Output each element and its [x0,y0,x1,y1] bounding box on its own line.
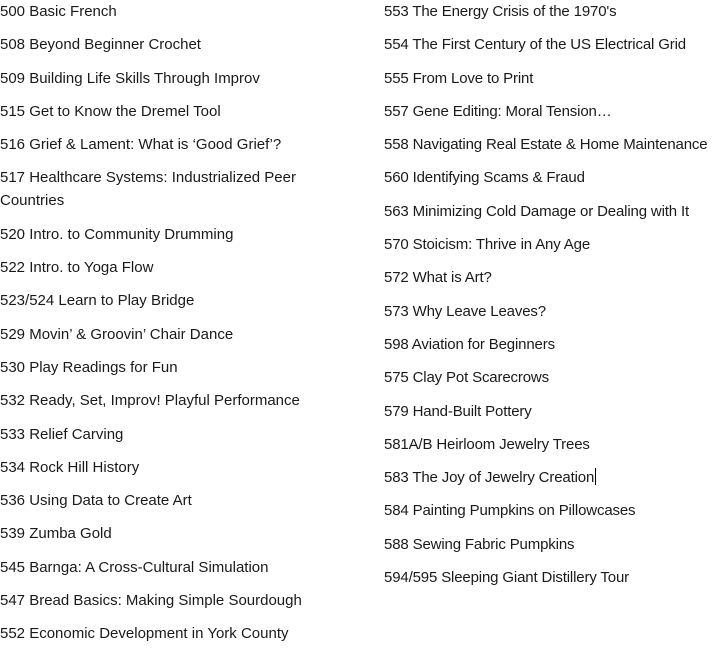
course-item: 522 Intro. to Yoga Flow [0,259,154,277]
course-item: 584 Painting Pumpkins on Pillowcases [384,502,636,520]
course-item: 520 Intro. to Community Drumming [0,225,234,243]
course-item: 560 Identifying Scams & Fraud [384,169,585,187]
course-item: 516 Grief & Lament: What is ‘Good Grief’? [0,136,282,154]
course-item: 545 Barnga: A Cross-Cultural Simulation [0,558,269,576]
course-list-right-column [384,0,726,599]
course-item: 555 From Love to Print [384,69,534,87]
course-item: 536 Using Data to Create Art [0,492,192,510]
course-item: 588 Sewing Fabric Pumpkins [384,535,575,553]
course-item: 532 Ready, Set, Improv! Playful Performance [0,392,300,410]
course-item: 554 The First Century of the US Electrical Grid [384,36,686,54]
course-item: 553 The Energy Crisis of the 1970's [384,3,617,20]
text-cursor [595,468,596,485]
course-item: 509 Building Life Skills Through Improv [0,69,260,87]
course-item: 579 Hand-Built Pottery [384,402,532,420]
course-item: 547 Bread Basics: Making Simple Sourdough [0,592,302,610]
course-item: 508 Beyond Beginner Crochet [0,36,201,54]
course-item: 552 Economic Development in York County [0,625,289,643]
course-list-left-column [0,0,340,656]
course-item: 558 Navigating Real Estate & Home Maintenance [384,136,708,154]
course-item: 517 Healthcare Systems: Industrialized Peer Countries [0,169,296,210]
course-item: 572 What is Art? [384,269,492,287]
course-item: 594/595 Sleeping Giant Distillery Tour [384,569,630,587]
course-item: 570 Stoicism: Thrive in Any Age [384,236,591,254]
course-item: 539 Zumba Gold [0,525,112,543]
course-item: 575 Clay Pot Scarecrows [384,369,549,387]
course-item: 581A/B Heirloom Jewelry Trees [384,435,590,453]
course-item: 534 Rock Hill History [0,458,140,476]
course-item: 598 Aviation for Beginners [384,335,555,353]
course-item-with-caret[interactable] [384,466,726,489]
course-item: 530 Play Readings for Fun [0,358,178,376]
course-item: 500 Basic French [0,3,117,20]
course-item: 563 Minimizing Cold Damage or Dealing with It [384,202,690,220]
course-item-text: 583 The Joy of Jewelry Creation [384,469,595,487]
course-item: 515 Get to Know the Dremel Tool [0,102,221,120]
course-item: 533 Relief Carving [0,425,124,443]
course-item: 557 Gene Editing: Moral Tension… [384,102,612,120]
course-item: 529 Movin’ & Groovin’ Chair Dance [0,325,234,343]
course-item: 523/524 Learn to Play Bridge [0,292,195,310]
course-item: 573 Why Leave Leaves? [384,302,546,320]
